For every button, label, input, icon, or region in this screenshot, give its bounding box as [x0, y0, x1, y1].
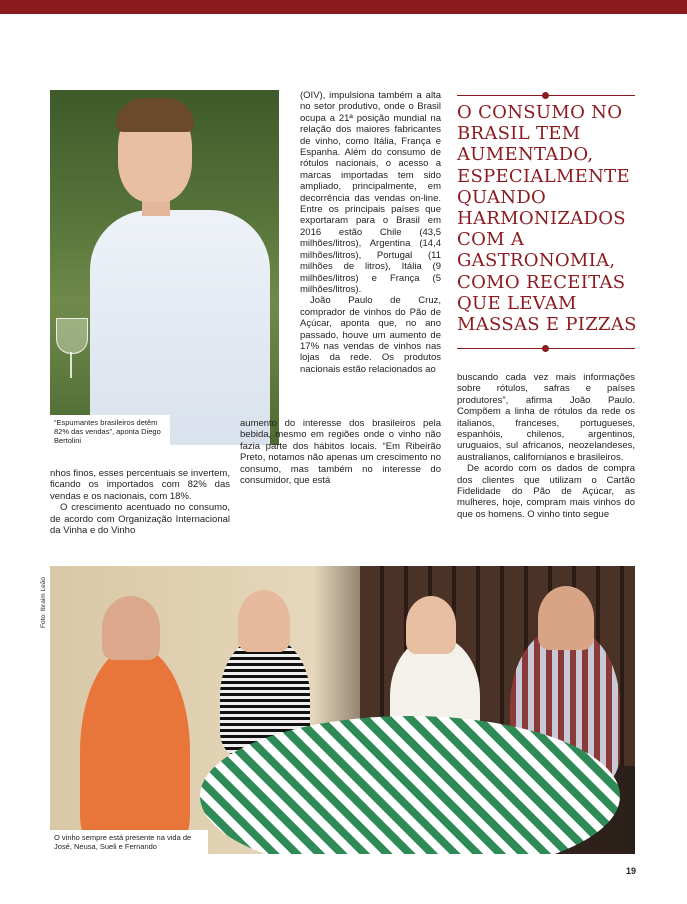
paragraph: aumento do interesse dos brasileiros pela bebida, mesmo em regiões onde o vinho não fazia parte dos hábitos locais. “Em Ribeirão Preto, notamos não apenas um crescimento no consumo, mas também no interesse do consumidor, que está [240, 418, 441, 487]
article-column-middle [300, 90, 441, 375]
photo-caption-bottom: O vinho sempre está presente na vida de José, Neusa, Sueli e Fernando [50, 830, 208, 854]
pull-quote-dot-bottom [542, 345, 549, 352]
paragraph: nhos finos, esses percentuais se invertem, ficando os importados com 82% das vendas e os nacionais, com 18%. [50, 468, 230, 502]
paragraph: O crescimento acentuado no consumo, de acordo com Organização Internacional da Vinha e do Vinho [50, 502, 230, 537]
article-column-middle-continued [240, 418, 441, 486]
photo-caption-top: “Espumantes brasileiros detêm 82% das vendas”, aponta Diego Bertolini [50, 415, 170, 448]
article-column-right [457, 372, 635, 520]
portrait-photo-icon [50, 90, 279, 445]
paragraph: buscando cada vez mais informações sobre rótulos, safras e países produtores”, afirma João Paulo. Compõem a linha de rótulos da rede os italianos, franceses, portugueses, espanhóis, chilenos, argentinos, uruguaios, sul africanos, neozelandeses, australianos, californianos e brasileiros. [457, 372, 635, 463]
pull-quote: O CONSUMO NO BRASIL TEM AUMENTADO, ESPECIALMENTE QUANDO HARMONIZADOS COM A GASTRONOMIA, COMO RECEITAS QUE LEVAM MASSAS E PIZZAS [457, 102, 637, 336]
article-column-left [50, 468, 230, 536]
page-number: 19 [625, 866, 636, 876]
paragraph: De acordo com os dados de compra dos clientes que utilizam o Cartão Fidelidade do Pão de Açúcar, as mulheres, hoje, compram mais vinhos do que os homens. O vinho tinto segue [457, 463, 635, 520]
pull-quote-dot-top [542, 92, 549, 99]
paragraph: João Paulo de Cruz, comprador de vinhos do Pão de Açúcar, aponta que, no ano passado, houve um aumento de 17% nas vendas de vinhos nas lojas da rede. Os produtos nacionais estão relacionados ao [300, 295, 441, 375]
paragraph: (OIV), impulsiona também a alta no setor produtivo, onde o Brasil ocupa a 21ª posição mundial na relação dos maiores fabricantes de vinho, como Itália, França e Espanha. Além do consumo de rótulos nacionais, o acesso a marcas importadas tem sido ampliado, principalmente, em decorrência das vendas on-line. Entre os principais países que exportaram para o Brasil em 2016 estão Chile (43,5 milhões/litros), Argentina (14,4 milhões/litros), Portugal (11 milhões de litros), Itália (9 milhões/litros) e França (5 milhões/litros). [300, 90, 441, 295]
group-dinner-photo-icon [50, 566, 635, 854]
photo-credit: Foto: Ibraim Leão [40, 577, 47, 628]
header-bar [0, 0, 687, 14]
